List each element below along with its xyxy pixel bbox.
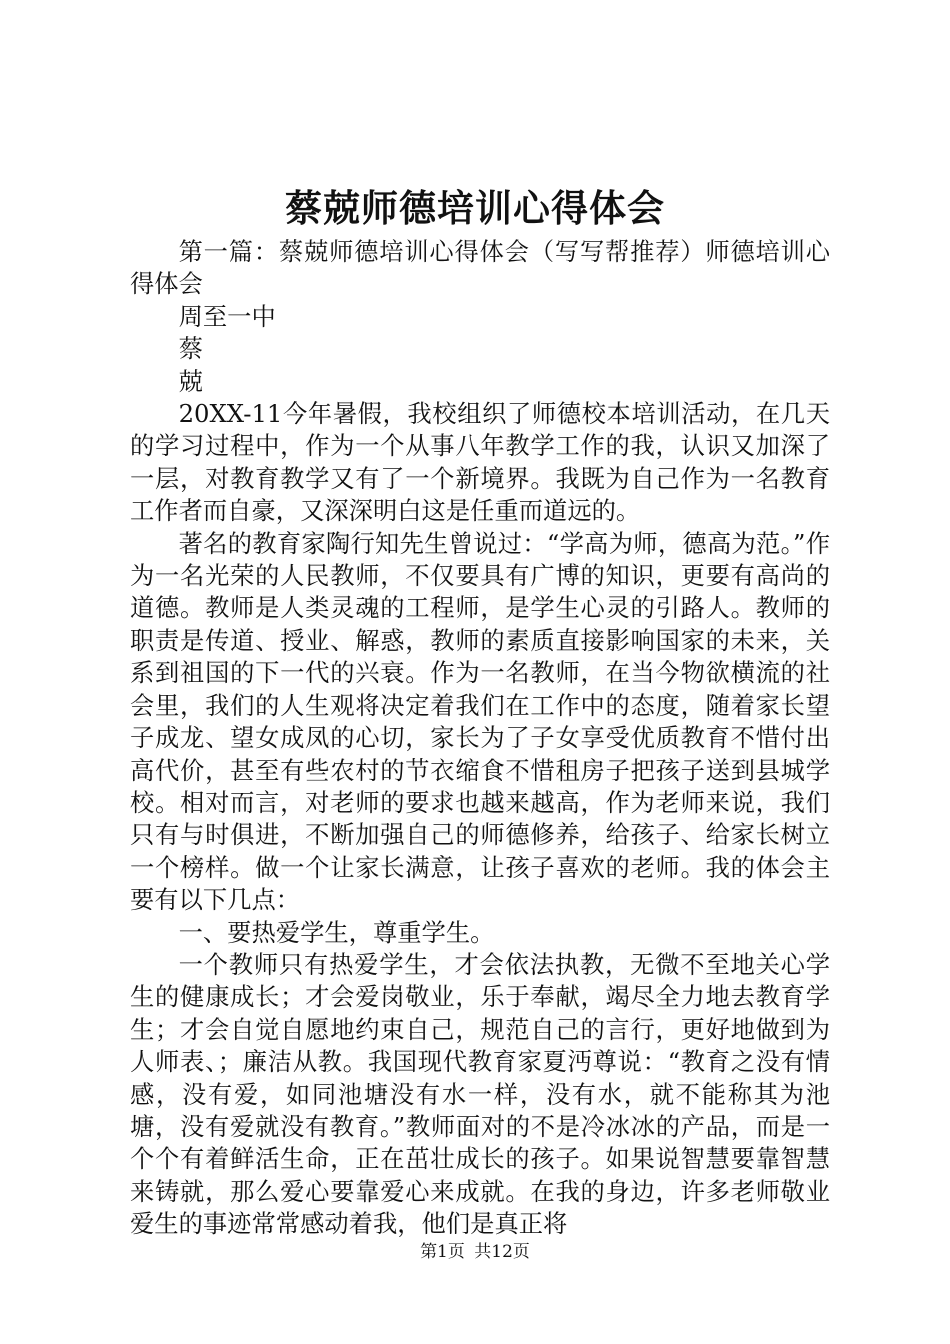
paragraph: 兢	[178, 366, 203, 396]
page-total: 共12页	[474, 1242, 530, 1262]
paragraph: 一个教师只有热爱学生，才会依法执教，无微不至地关心学生的健康成长；才会爱岗敬业，乐于奉献，竭尽全力地去教育学生；才会自觉自愿地约束自己，规范自己的言行，更好地做到为人师表、；廉洁从教。我国现代教育家夏沔尊说：“教育之没有情感，没有爱，如同池塘没有水一样，没有水，就不能称其为池塘，没有爱就没有教育。”教师面对的不是冷冰冰的产品，而是一个个有着鲜活生命，正在茁壮成长的孩子。如果说智慧要靠智慧来铸就，那么爱心要靠爱心来成就。在我的身边，许多老师敬业爱生的事迹常常感动着我，他们是真正将	[130, 949, 830, 1239]
paragraph: 20XX-11今年暑假，我校组织了师德校本培训活动，在几天的学习过程中，作为一个从事八年教学工作的我，认识又加深了一层，对教育教学又有了一个新境界。我既为自己作为一名教育工作者而自豪，又深深明白这是任重而道远的。	[130, 399, 830, 526]
document-title: 蔡兢师德培训心得体会	[285, 186, 665, 230]
document-body	[130, 236, 830, 1241]
paragraph: 著名的教育家陶行知先生曾说过：“学高为师，德高为范。”作为一名光荣的人民教师，不仅要具有广博的知识，更要有高尚的道德。教师是人类灵魂的工程师，是学生心灵的引路人。教师的职责是传道、授业、解惑，教师的素质直接影响国家的未来，关系到祖国的下一代的兴衰。作为一名教师，在当今物欲横流的社会里，我们的人生观将决定着我们在工作中的态度，随着家长望子成龙、望女成凤的心切，家长为了子女享受优质教育不惜付出高代价，甚至有些农村的节衣缩食不惜租房子把孩子送到县城学校。相对而言，对老师的要求也越来越高，作为老师来说，我们只有与时俱进，不断加强自己的师德修养，给孩子、给家长树立一个榜样。做一个让家长满意，让孩子喜欢的老师。我的体会主要有以下几点：	[130, 528, 830, 915]
paragraph: 第一篇：蔡兢师德培训心得体会（写写帮推荐）师德培训心得体会	[130, 237, 830, 299]
page-footer	[0, 1240, 950, 1264]
paragraph: 蔡	[178, 334, 203, 364]
page-number: 第1页	[420, 1242, 465, 1262]
paragraph: 周至一中	[178, 301, 276, 331]
paragraph: 一、要热爱学生，尊重学生。	[178, 917, 495, 947]
